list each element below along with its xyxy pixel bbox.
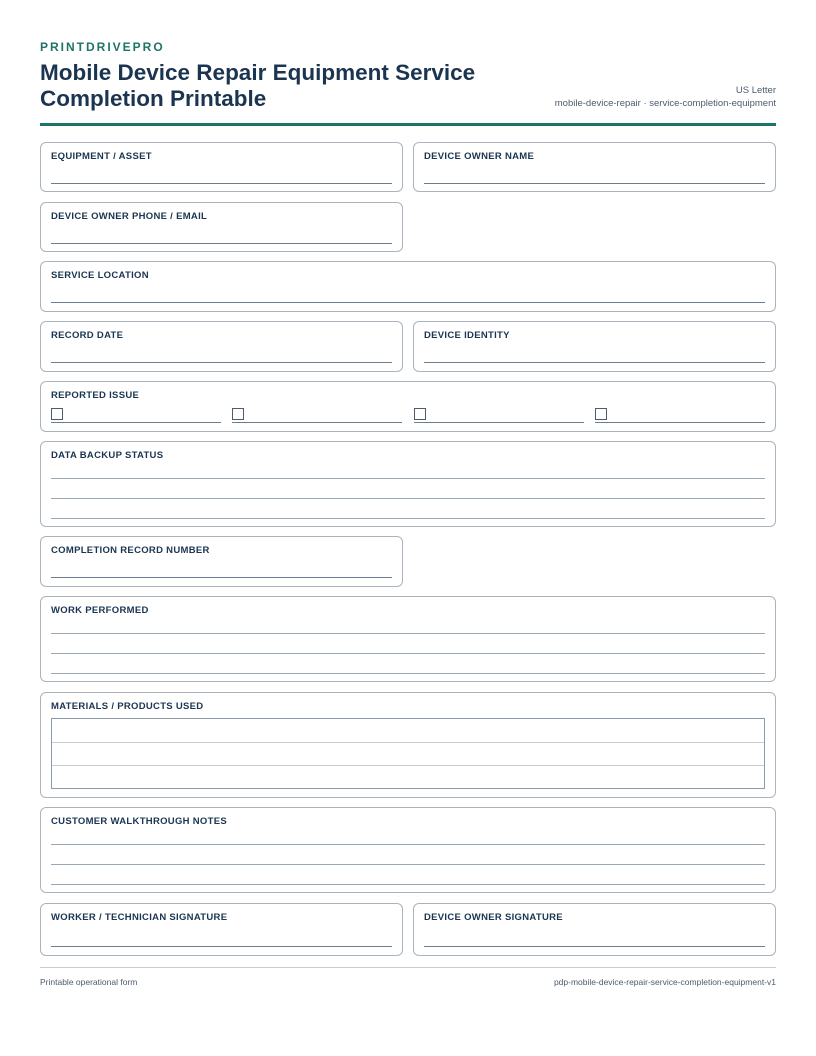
issue-checkbox[interactable]: [595, 408, 607, 420]
issue-option: [232, 406, 402, 423]
device-owner-signature-input[interactable]: [424, 946, 765, 947]
data-backup-line[interactable]: [51, 518, 765, 519]
record-date-field: [40, 321, 403, 372]
reported-issue-field: [40, 381, 776, 432]
walkthrough-notes-line[interactable]: [51, 864, 765, 865]
device-owner-contact-input[interactable]: [51, 243, 392, 244]
materials-products-field: [40, 692, 776, 798]
issue-checkbox[interactable]: [232, 408, 244, 420]
data-backup-status-field: [40, 441, 776, 527]
device-owner-name-field: [413, 142, 776, 192]
issue-option: [51, 406, 221, 423]
materials-table: [51, 718, 765, 789]
field-label: CUSTOMER WALKTHROUGH NOTES: [51, 816, 227, 827]
issue-checkbox[interactable]: [51, 408, 63, 420]
data-backup-line[interactable]: [51, 478, 765, 479]
form-slug: mobile-device-repair · service-completion-equipment: [554, 98, 776, 109]
work-performed-line[interactable]: [51, 673, 765, 674]
field-label: EQUIPMENT / ASSET: [51, 151, 152, 162]
device-owner-signature-field: [413, 903, 776, 956]
form-header: [40, 40, 776, 126]
field-label: DEVICE IDENTITY: [424, 330, 510, 341]
issue-option: [595, 406, 765, 423]
issue-checkbox[interactable]: [414, 408, 426, 420]
walkthrough-notes-line[interactable]: [51, 844, 765, 845]
work-performed-line[interactable]: [51, 633, 765, 634]
table-row[interactable]: [52, 765, 764, 766]
equipment-asset-input[interactable]: [51, 183, 392, 184]
field-label: WORK PERFORMED: [51, 605, 149, 616]
device-owner-contact-field: [40, 202, 403, 252]
record-date-input[interactable]: [51, 362, 392, 363]
field-label: REPORTED ISSUE: [51, 390, 140, 401]
form-footer: [40, 967, 776, 987]
form-meta: [555, 84, 776, 110]
field-label: WORKER / TECHNICIAN SIGNATURE: [51, 912, 228, 923]
footer-note: Printable operational form: [40, 977, 138, 987]
work-performed-field: [40, 596, 776, 682]
field-label: DATA BACKUP STATUS: [51, 450, 164, 461]
table-row[interactable]: [52, 742, 764, 743]
field-label: DEVICE OWNER NAME: [424, 151, 535, 162]
device-owner-name-input[interactable]: [424, 183, 765, 184]
customer-walkthrough-notes-field: [40, 807, 776, 893]
device-identity-field: [413, 321, 776, 372]
brand-name: PRINTDRIVEPRO: [40, 40, 165, 54]
service-location-input[interactable]: [51, 302, 765, 303]
field-label: SERVICE LOCATION: [51, 270, 149, 281]
data-backup-line[interactable]: [51, 498, 765, 499]
reported-issue-options: [51, 406, 765, 424]
completion-record-number-field: [40, 536, 403, 587]
field-label: MATERIALS / PRODUCTS USED: [51, 701, 204, 712]
field-label: DEVICE OWNER SIGNATURE: [424, 912, 563, 923]
service-location-field: [40, 261, 776, 312]
walkthrough-notes-line[interactable]: [51, 884, 765, 885]
worker-signature-field: [40, 903, 403, 956]
field-label: RECORD DATE: [51, 330, 124, 341]
equipment-asset-field: [40, 142, 403, 192]
paper-size: US Letter: [735, 85, 776, 96]
page-title: Mobile Device Repair Equipment Service Completion Printable: [40, 60, 476, 111]
field-label: DEVICE OWNER PHONE / EMAIL: [51, 211, 208, 222]
worker-signature-input[interactable]: [51, 946, 392, 947]
form-id: pdp-mobile-device-repair-service-completion-equipment-v1: [553, 977, 776, 987]
completion-record-number-input[interactable]: [51, 577, 392, 578]
device-identity-input[interactable]: [424, 362, 765, 363]
work-performed-line[interactable]: [51, 653, 765, 654]
issue-option: [414, 406, 584, 423]
field-label: COMPLETION RECORD NUMBER: [51, 545, 210, 556]
form-page: [40, 0, 776, 1056]
